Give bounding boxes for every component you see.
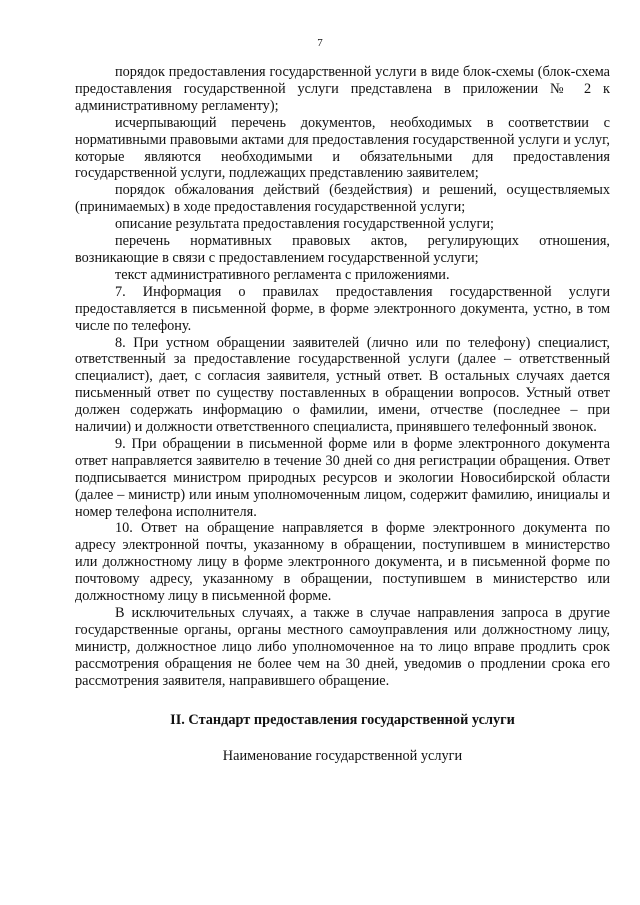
paragraph-item-10: 10. Ответ на обращение направляется в форме электронного документа по адресу электронной почты, указанному в обращении, поступившем в министерство или должностному лицу в форме электронного документа, и в письменной форме по почтовому адресу, указанному в обращении, поступившем в министерство или должностному лицу в письменной форме.: [75, 520, 610, 605]
paragraph-item-9: 9. При обращении в письменной форме или в форме электронного документа ответ направляется заявителю в течение 30 дней со дня регистрации обращения. Ответ подписывается министром природных ресурсов и экологии Новосибирской области (далее – министр) или иным уполномоченным лицом, содержит фамилию, инициалы и номер телефона исполнителя.: [75, 435, 610, 520]
paragraph-result-description: описание результата предоставления государственной услуги;: [115, 216, 494, 233]
subsection-heading: Наименование государственной услуги: [222, 747, 463, 764]
paragraph-item-8: 8. При устном обращении заявителей (лично или по телефону) специалист, ответственный за предоставление государственной услуги (далее – ответственный специалист), дает, с согласия заявителя, устный ответ. В остальных случаях дается письменный ответ по существу поставленных в обращении вопросов. Устный ответ должен содержать информацию о фамилии, имени, отчестве (последнее – при наличии) и должности ответственного специалиста, принявшего телефонный звонок.: [75, 334, 610, 436]
paragraph-legal-acts: перечень нормативных правовых актов, регулирующих отношения, возникающие в связи с предоставлением государственной услуги;: [75, 233, 610, 266]
paragraph-appeal-procedure: порядок обжалования действий (бездействия) и решений, осуществляемых (принимаемых) в ходе предоставления государственной услуги;: [75, 182, 610, 216]
paragraph-documents-list: исчерпывающий перечень документов, необходимых в соответствии с нормативными правовыми актами для предоставления государственной услуги и услуг, которые являются необходимыми и обязательными для предоставления государственной услуги, подлежащих представлению заявителем;: [75, 114, 610, 182]
paragraph-regulation-text: текст административного регламента с приложениями.: [115, 266, 450, 283]
document-body: [75, 64, 610, 765]
paragraph-exceptional-cases: В исключительных случаях, а также в случае направления запроса в другие государственные органы, органы местного самоуправления или должностному лицу, министр, должностное лицо либо уполномоченное на то лицо вправе продлить срок рассмотрения обращения не более чем на 30 дней, уведомив о продлении срока его рассмотрения заявителя, направившего обращение.: [75, 605, 610, 689]
section-heading: II. Стандарт предоставления государственной услуги: [170, 711, 515, 728]
paragraph-item-7: 7. Информация о правилах предоставления государственной услуги предоставляется в письменной форме, в форме электронного документа, устно, в том числе по телефону.: [75, 283, 610, 334]
page-number: 7: [317, 37, 323, 49]
paragraph-block-scheme: порядок предоставления государственной услуги в виде блок-схемы (блок-схема предоставления государственной услуги представлена в приложении № 2 к административному регламенту);: [75, 64, 610, 114]
